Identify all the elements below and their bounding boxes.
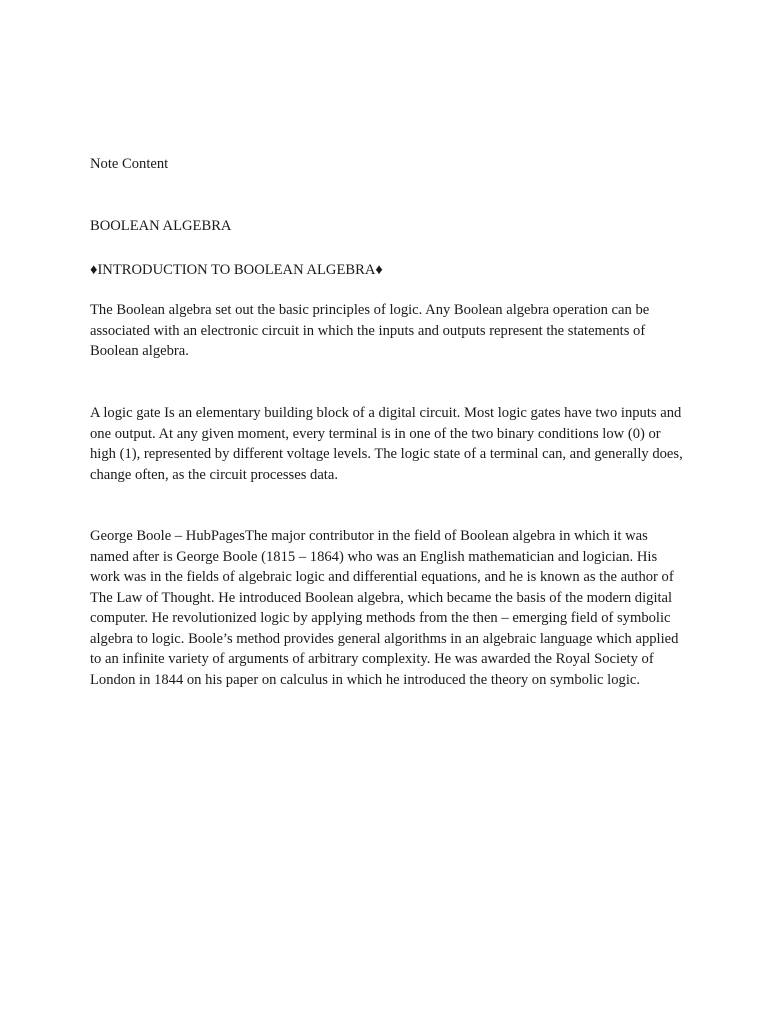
section-subheading: ♦INTRODUCTION TO BOOLEAN ALGEBRA♦ bbox=[90, 262, 383, 278]
paragraph-boolean-algebra-intro: The Boolean algebra set out the basic principles of logic. Any Boolean algebra operation can be associated with an electronic circuit in which the inputs and outputs represent the statements of Boolean algebra. bbox=[90, 302, 650, 359]
paragraph-logic-gate: A logic gate Is an elementary building block of a digital circuit. Most logic gates have two inputs and one output. At any given moment, every terminal is in one of the two binary conditions low (0) or high (1), represented by different voltage levels. The logic state of a terminal can, and generally does, change often, as the circuit processes data. bbox=[90, 405, 683, 483]
paragraph-george-boole: George Boole – HubPagesThe major contributor in the field of Boolean algebra in which it was named after is George Boole (1815 – 1864) who was an English mathematician and logician. His work was in the fields of algebraic logic and differential equations, and he is known as the author of The Law of Thought. He introduced Boolean algebra, which became the basis of the modern digital computer. He revolutionized logic by applying methods from the then – emerging field of symbolic algebra to logic. Boole’s method provides general algorithms in an algebraic language which applied to an infinite variety of arguments of arbitrary complexity. He was awarded the Royal Society of London in 1844 on his paper on calculus in which he introduced the theory on symbolic logic. bbox=[90, 528, 679, 688]
document-heading: BOOLEAN ALGEBRA bbox=[90, 218, 232, 234]
note-content-label: Note Content bbox=[90, 156, 169, 172]
